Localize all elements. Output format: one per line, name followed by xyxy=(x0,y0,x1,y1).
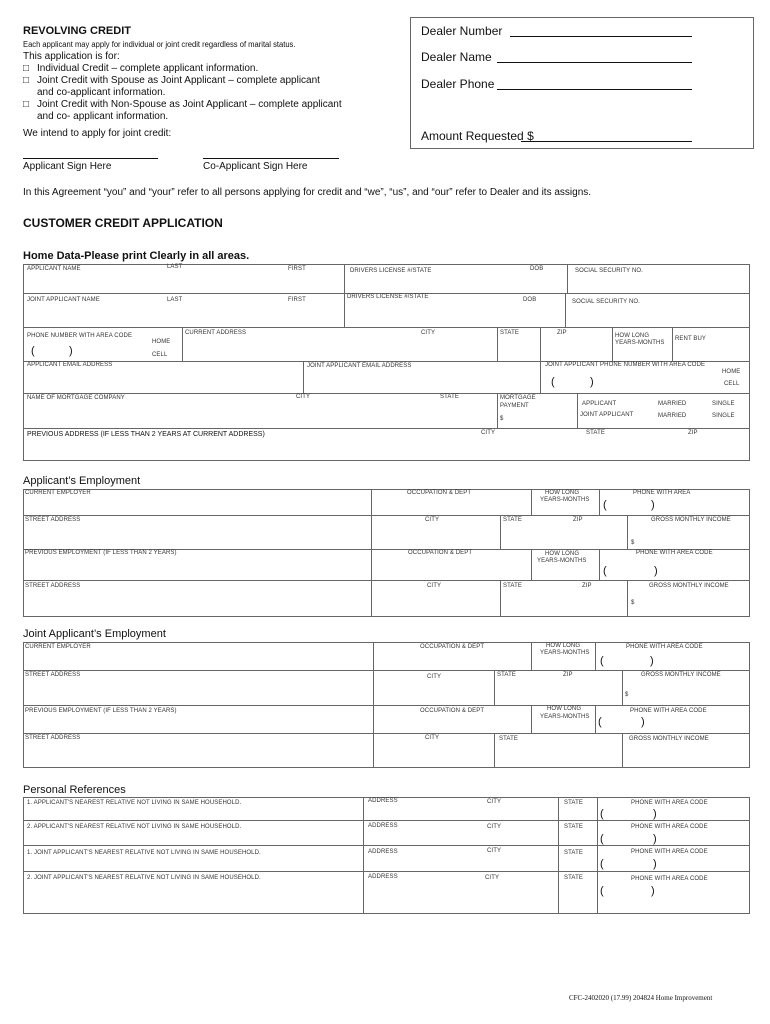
reference-1-phone-label: PHONE WITH AREA CODE xyxy=(631,800,708,806)
current-city-label: CITY xyxy=(421,330,436,336)
reference-4-label: 2. JOINT APPLICANT'S NEAREST RELATIVE NOT LIVING IN SAME HOUSEHOLD. xyxy=(27,875,261,881)
dealer-name-field[interactable] xyxy=(497,62,692,63)
checkbox-individual[interactable]: □ xyxy=(23,63,30,74)
reference-3-state-label: STATE xyxy=(564,850,583,856)
joint-prev-phone-label: PHONE WITH AREA CODE xyxy=(630,708,707,714)
joint-prev-state-label: STATE xyxy=(499,736,518,742)
dealer-number-field[interactable] xyxy=(510,36,692,37)
joint-cell-label: CELL xyxy=(724,381,740,387)
phone-area-label: PHONE NUMBER WITH AREA CODE xyxy=(27,333,133,339)
dealer-name-label: Dealer Name xyxy=(421,50,492,64)
applicant-sign-label: Applicant Sign Here xyxy=(23,161,112,172)
coapplicant-signature-line[interactable] xyxy=(203,158,339,159)
gross-income-label: GROSS MONTHLY INCOME xyxy=(651,517,731,523)
phone-paren-open: ( xyxy=(31,345,35,357)
prev-city-label: CITY xyxy=(427,583,442,589)
joint-single-option[interactable]: SINGLE xyxy=(712,413,735,419)
reference-4-city-label: CITY xyxy=(485,875,500,881)
joint-years-months-label: YEARS-MONTHS xyxy=(540,650,590,656)
prev-street-label: STREET ADDRESS xyxy=(25,583,81,589)
joint-emp-paren-close: ) xyxy=(650,655,654,667)
intend-joint-label: We intend to apply for joint credit: xyxy=(23,128,172,139)
prev-occupation-label: OCCUPATION & DEPT xyxy=(408,550,473,556)
reference-2-address-label: ADDRESS xyxy=(368,823,398,829)
joint-occupation-label: OCCUPATION & DEPT xyxy=(420,644,485,650)
references-title: Personal References xyxy=(23,784,126,796)
previous-employment-label: PREVIOUS EMPLOYMENT (IF LESS THAN 2 YEARS) xyxy=(25,550,177,556)
applicant-signature-line[interactable] xyxy=(23,158,158,159)
current-employer-label: CURRENT EMPLOYER xyxy=(25,490,91,496)
agreement-text: In this Agreement “you” and “your” refer to all persons applying for credit and “we”, “us”, and “our” refer to Dealer and its assigns. xyxy=(23,187,592,198)
joint-home-label: HOME xyxy=(722,369,741,375)
joint-prev-gross-label: GROSS MONTHLY INCOME xyxy=(629,736,709,742)
prev-gross-label: GROSS MONTHLY INCOME xyxy=(649,583,729,589)
rent-buy-label[interactable]: RENT BUY xyxy=(675,336,707,342)
section-title: CUSTOMER CREDIT APPLICATION xyxy=(23,216,223,230)
joint-first-label: FIRST xyxy=(288,297,306,303)
ref2-paren-open: ( xyxy=(600,833,604,845)
reference-2-phone-label: PHONE WITH AREA CODE xyxy=(631,824,708,830)
current-state-label: STATE xyxy=(500,330,519,336)
marital-joint-label: JOINT APPLICANT xyxy=(580,412,634,418)
reference-4-state-label: STATE xyxy=(564,875,583,881)
current-zip-label: ZIP xyxy=(557,330,567,336)
prev-phone-paren-open: ( xyxy=(603,565,607,577)
previous-zip-label: ZIP xyxy=(688,430,698,436)
years-months-label: YEARS-MONTHS xyxy=(540,497,590,503)
joint-how-long-label: HOW LONG xyxy=(546,643,581,649)
reference-3-address-label: ADDRESS xyxy=(368,849,398,855)
reference-1-city-label: CITY xyxy=(487,799,502,805)
mortgage-state-label: STATE xyxy=(440,394,459,400)
how-long-label: HOW LONG xyxy=(615,333,650,339)
joint-current-employer-label: CURRENT EMPLOYER xyxy=(25,644,91,650)
joint-dl-label: DRIVERS LICENSE #/STATE xyxy=(347,294,429,300)
previous-address-label: PREVIOUS ADDRESS (IF LESS THAN 2 YEARS AT CURRENT ADDRESS) xyxy=(27,431,265,438)
reference-2-state-label: STATE xyxy=(564,824,583,830)
reference-3-phone-label: PHONE WITH AREA CODE xyxy=(631,849,708,855)
option-joint-nonspouse: Joint Credit with Non-Spouse as Joint Applicant – complete applicant xyxy=(37,99,342,110)
checkbox-joint-nonspouse[interactable]: □ xyxy=(23,99,30,110)
employer-phone-paren-close: ) xyxy=(651,499,655,511)
mortgage-label: MORTGAGE xyxy=(500,395,536,401)
ref1-paren-close: ) xyxy=(653,808,657,820)
previous-city-label: CITY xyxy=(481,430,496,436)
applicant-ssn-label: SOCIAL SECURITY NO. xyxy=(575,268,643,274)
prev-gross-dollar: $ xyxy=(631,600,635,606)
ref4-paren-close: ) xyxy=(651,885,655,897)
prev-state-label: STATE xyxy=(503,583,522,589)
joint-prev-how-long-label: HOW LONG xyxy=(547,706,582,712)
state-label: STATE xyxy=(503,517,522,523)
ref4-paren-open: ( xyxy=(600,885,604,897)
prev-phone-label: PHONE WITH AREA CODE xyxy=(636,550,713,556)
applicant-employment-title: Applicant’s Employment xyxy=(23,475,141,487)
joint-prev-city-label: CITY xyxy=(425,735,440,741)
prev-phone-paren-close: ) xyxy=(654,565,658,577)
joint-emp-paren-open: ( xyxy=(600,655,604,667)
joint-phone-paren-open: ( xyxy=(551,376,555,388)
apply-for-label: This application is for: xyxy=(23,51,120,62)
joint-married-option[interactable]: MARRIED xyxy=(658,413,687,419)
option-joint-nonspouse-cont: and co- applicant information. xyxy=(37,111,169,122)
years-months-label: YEARS-MONTHS xyxy=(615,340,665,346)
dealer-number-label: Dealer Number xyxy=(421,24,503,38)
dealer-phone-field[interactable] xyxy=(497,89,692,90)
joint-ssn-label: SOCIAL SECURITY NO. xyxy=(572,299,640,305)
joint-gross-dollar: $ xyxy=(625,692,629,698)
cell-phone-label: CELL xyxy=(152,352,168,358)
joint-phone-paren-close: ) xyxy=(590,376,594,388)
street-address-label: STREET ADDRESS xyxy=(25,517,81,523)
marital-applicant-label: APPLICANT xyxy=(582,401,617,407)
option-joint-spouse-cont: and co-applicant information. xyxy=(37,87,166,98)
prev-how-long-label: HOW LONG xyxy=(545,551,580,557)
mortgage-dollar: $ xyxy=(500,416,504,422)
form-footer-code: CFC-2402020 (17.99) 204824 Home Improvement xyxy=(569,994,713,1002)
ref3-paren-open: ( xyxy=(600,858,604,870)
joint-email-label: JOINT APPLICANT EMAIL ADDRESS xyxy=(307,363,412,369)
prev-years-months-label: YEARS-MONTHS xyxy=(537,558,587,564)
joint-dob-label: DOB xyxy=(523,297,537,303)
dealer-phone-label: Dealer Phone xyxy=(421,77,495,91)
joint-prev-years-months-label: YEARS-MONTHS xyxy=(540,714,590,720)
option-individual: Individual Credit – complete applicant information. xyxy=(37,63,259,74)
occupation-label: OCCUPATION & DEPT xyxy=(407,490,472,496)
form-title: REVOLVING CREDIT xyxy=(23,25,131,37)
mortgage-city-label: CITY xyxy=(296,394,311,400)
phone-paren-close: ) xyxy=(69,345,73,357)
current-address-label: CURRENT ADDRESS xyxy=(185,330,247,336)
applicant-last-label: LAST xyxy=(167,264,183,270)
mortgage-company-label: NAME OF MORTGAGE COMPANY xyxy=(27,395,125,401)
ref2-paren-close: ) xyxy=(653,833,657,845)
amount-requested-field[interactable] xyxy=(521,141,692,142)
applicant-name-label: APPLICANT NAME xyxy=(27,266,81,272)
reference-1-state-label: STATE xyxy=(564,800,583,806)
joint-last-label: LAST xyxy=(167,297,183,303)
joint-city-label: CITY xyxy=(427,674,442,680)
joint-employment-title: Joint Applicant’s Employment xyxy=(23,628,166,640)
ref3-paren-close: ) xyxy=(653,858,657,870)
joint-prev-paren-open: ( xyxy=(598,716,602,728)
joint-previous-employment-label: PREVIOUS EMPLOYMENT (IF LESS THAN 2 YEARS) xyxy=(25,708,177,714)
reference-1-address-label: ADDRESS xyxy=(368,798,398,804)
joint-zip-label: ZIP xyxy=(563,672,573,678)
phone-area-label: PHONE WITH AREA xyxy=(633,490,691,496)
home-data-title: Home Data-Please print Clearly in all areas. xyxy=(23,250,250,262)
marital-note: Each applicant may apply for individual or joint credit regardless of marital status. xyxy=(23,40,296,49)
gross-income-dollar: $ xyxy=(631,540,635,546)
option-joint-spouse: Joint Credit with Spouse as Joint Applicant – complete applicant xyxy=(37,75,320,86)
ref1-paren-open: ( xyxy=(600,808,604,820)
amount-requested-label: Amount Requested $ xyxy=(421,129,534,143)
reference-2-label: 2. APPLICANT'S NEAREST RELATIVE NOT LIVING IN SAME HOUSEHOLD. xyxy=(27,824,242,830)
reference-1-label: 1. APPLICANT'S NEAREST RELATIVE NOT LIVING IN SAME HOUSEHOLD. xyxy=(27,800,242,806)
checkbox-joint-spouse[interactable]: □ xyxy=(23,75,30,86)
applicant-married-option[interactable]: MARRIED xyxy=(658,401,687,407)
previous-state-label: STATE xyxy=(586,430,605,436)
joint-prev-street-label: STREET ADDRESS xyxy=(25,735,81,741)
applicant-dob-label: DOB xyxy=(530,266,544,272)
joint-state-label: STATE xyxy=(497,672,516,678)
reference-3-label: 1. JOINT APPLICANT'S NEAREST RELATIVE NOT LIVING IN SAME HOUSEHOLD. xyxy=(27,850,261,856)
reference-2-city-label: CITY xyxy=(487,824,502,830)
employer-phone-paren-open: ( xyxy=(603,499,607,511)
joint-phone-label: PHONE WITH AREA CODE xyxy=(626,644,703,650)
applicant-dl-label: DRIVERS LICENSE #/STATE xyxy=(350,268,432,274)
applicant-email-label: APPLICANT EMAIL ADDRESS xyxy=(27,362,113,368)
reference-3-city-label: CITY xyxy=(487,848,502,854)
joint-name-label: JOINT APPLICANT NAME xyxy=(27,297,100,303)
reference-4-phone-label: PHONE WITH AREA CODE xyxy=(631,876,708,882)
joint-prev-paren-close: ) xyxy=(641,716,645,728)
home-phone-label: HOME xyxy=(152,339,171,345)
joint-street-label: STREET ADDRESS xyxy=(25,672,81,678)
zip-label: ZIP xyxy=(573,517,583,523)
applicant-single-option[interactable]: SINGLE xyxy=(712,401,735,407)
coapplicant-sign-label: Co-Applicant Sign Here xyxy=(203,161,308,172)
reference-4-address-label: ADDRESS xyxy=(368,874,398,880)
city-label: CITY xyxy=(425,517,440,523)
joint-phone-label: JOINT APPLICANT PHONE NUMBER WITH AREA CODE xyxy=(545,362,706,368)
applicant-first-label: FIRST xyxy=(288,266,306,272)
how-long-label: HOW LONG xyxy=(545,490,580,496)
prev-zip-label: ZIP xyxy=(582,583,592,589)
payment-label: PAYMENT xyxy=(500,403,529,409)
joint-gross-label: GROSS MONTHLY INCOME xyxy=(641,672,721,678)
joint-prev-occupation-label: OCCUPATION & DEPT xyxy=(420,708,485,714)
